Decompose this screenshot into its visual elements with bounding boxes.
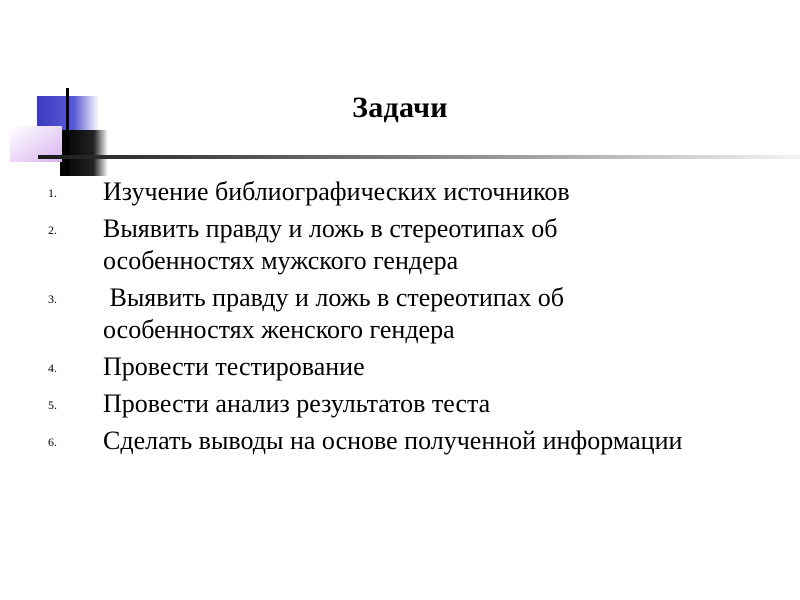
title-divider-line xyxy=(38,155,800,159)
task-text: Выявить правду и ложь в стереотипах об особенностях женского гендера xyxy=(103,283,571,344)
task-number: 3. xyxy=(48,292,57,306)
task-item-2 xyxy=(0,213,703,277)
task-number: 2. xyxy=(48,223,57,237)
task-item-3 xyxy=(0,282,703,346)
task-number: 5. xyxy=(48,398,57,412)
task-item-1 xyxy=(0,176,703,208)
task-text: Сделать выводы на основе полученной информации xyxy=(103,426,683,455)
task-text: Изучение библиографических источников xyxy=(103,177,570,206)
task-number: 6. xyxy=(48,435,57,449)
ornament-black-square xyxy=(60,130,108,176)
task-number: 4. xyxy=(48,361,57,375)
task-text: Провести анализ результатов теста xyxy=(103,389,491,418)
task-item-5 xyxy=(0,388,703,420)
ornament-lavender-square xyxy=(10,126,62,162)
task-number: 1. xyxy=(48,186,57,200)
task-text: Выявить правду и ложь в стереотипах об особенностях мужского гендера xyxy=(103,214,564,275)
task-item-6 xyxy=(0,425,703,457)
task-list xyxy=(0,176,800,462)
slide-title: Задачи xyxy=(352,91,448,124)
task-text: Провести тестирование xyxy=(103,352,365,381)
task-item-4 xyxy=(0,351,703,383)
